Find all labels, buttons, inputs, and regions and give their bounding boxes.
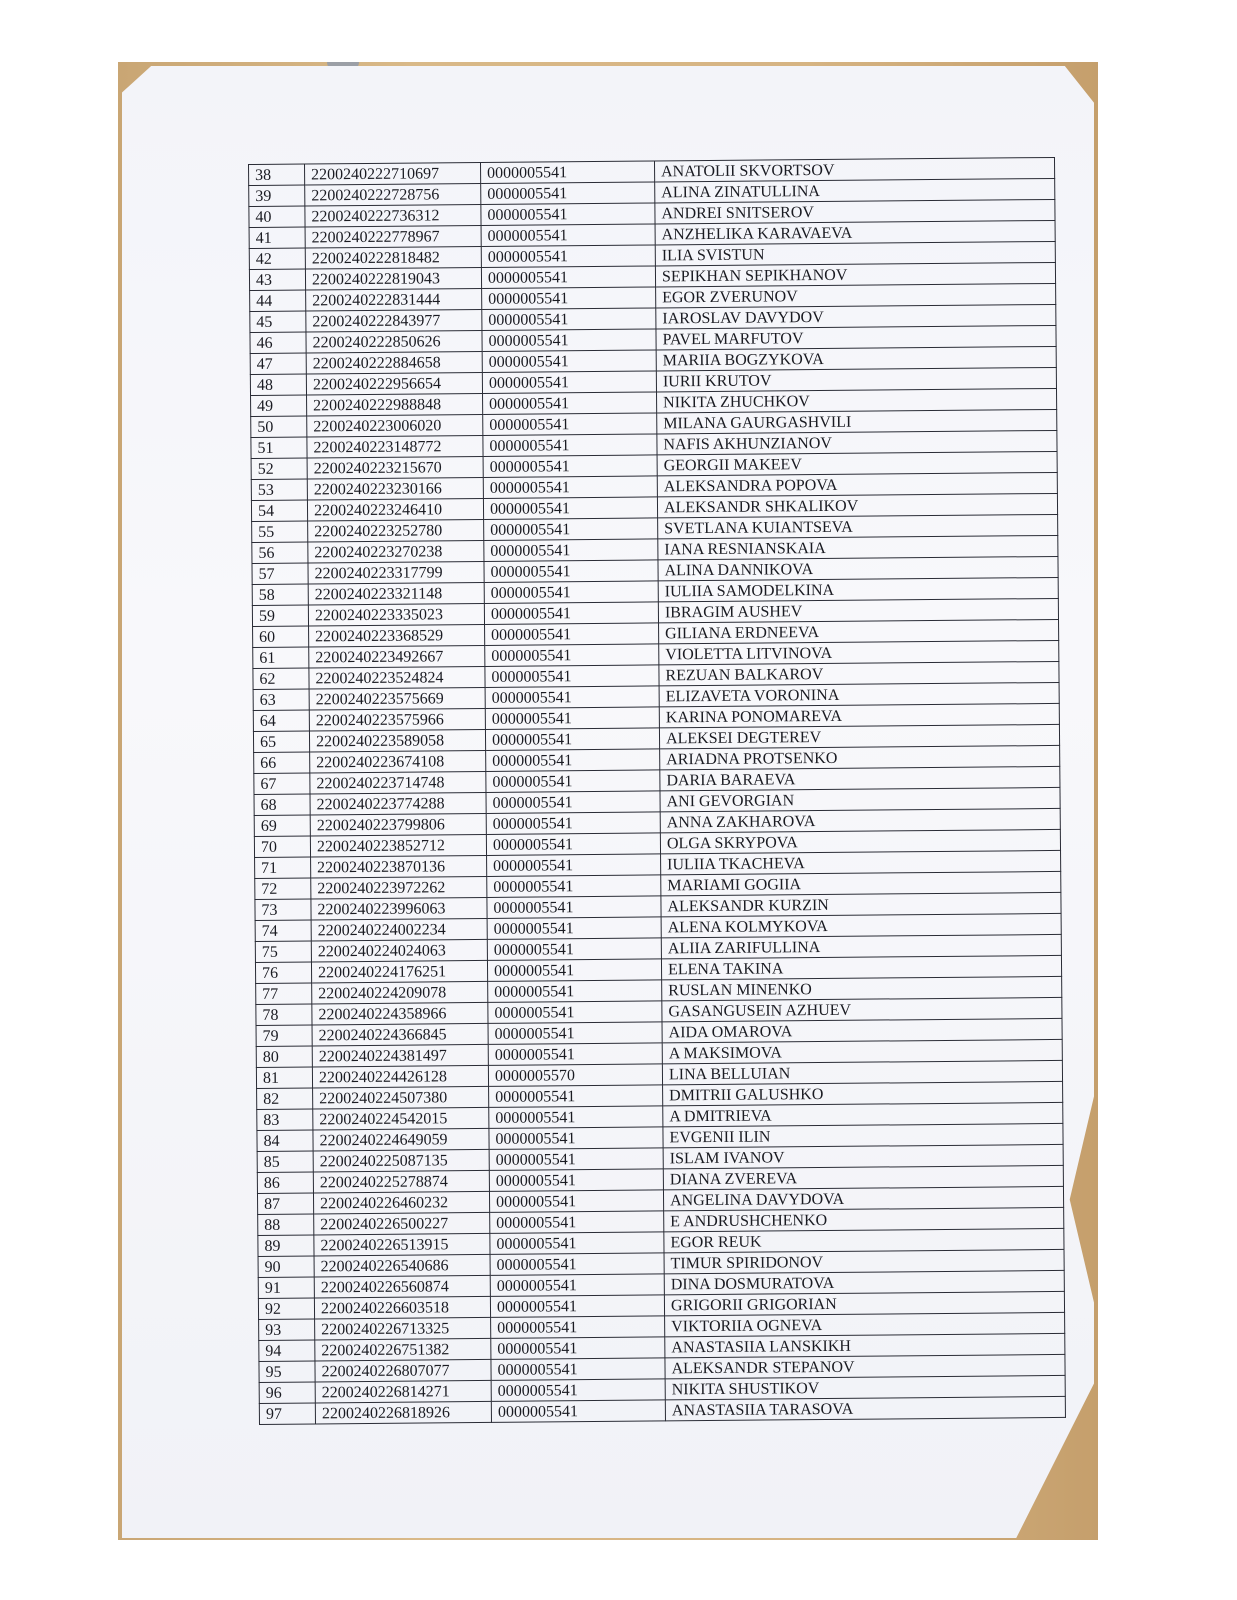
holder-name: IAROSLAV DAVYDOV xyxy=(656,304,1056,328)
holder-name: ILIA SVISTUN xyxy=(655,241,1055,265)
account-id: 2200240223252780 xyxy=(308,519,484,542)
branch-code: 0000005541 xyxy=(487,959,661,982)
row-number: 85 xyxy=(257,1151,313,1172)
account-id: 2200240223799806 xyxy=(310,813,486,836)
branch-code: 0000005541 xyxy=(486,833,660,856)
holder-name: ALINA ZINATULLINA xyxy=(655,178,1055,202)
account-id: 2200240223335023 xyxy=(308,603,484,626)
branch-code: 0000005541 xyxy=(483,434,657,457)
row-number: 41 xyxy=(249,227,305,248)
account-id: 2200240222843977 xyxy=(306,309,482,332)
row-number: 51 xyxy=(251,437,307,458)
row-number: 79 xyxy=(256,1025,312,1046)
branch-code: 0000005541 xyxy=(489,1190,663,1213)
row-number: 38 xyxy=(249,164,305,185)
row-number: 84 xyxy=(257,1130,313,1151)
row-number: 62 xyxy=(253,668,309,689)
row-number: 93 xyxy=(259,1319,315,1340)
holder-name: OLGA SKRYPOVA xyxy=(660,829,1060,853)
branch-code: 0000005541 xyxy=(490,1211,664,1234)
row-number: 91 xyxy=(258,1277,314,1298)
holder-name: GASANGUSEIN AZHUEV xyxy=(662,997,1062,1021)
branch-code: 0000005541 xyxy=(491,1316,665,1339)
row-number: 68 xyxy=(254,794,310,815)
row-number: 49 xyxy=(251,395,307,416)
account-id: 2200240226807077 xyxy=(315,1359,491,1382)
account-id: 2200240224366845 xyxy=(312,1023,488,1046)
row-number: 74 xyxy=(255,920,311,941)
row-number: 47 xyxy=(250,353,306,374)
branch-code: 0000005541 xyxy=(488,1022,662,1045)
branch-code: 0000005541 xyxy=(485,728,659,751)
holder-name: MILANA GAURGASHVILI xyxy=(657,409,1057,433)
branch-code: 0000005541 xyxy=(482,287,656,310)
branch-code: 0000005541 xyxy=(481,266,655,289)
branch-code: 0000005541 xyxy=(484,539,658,562)
holder-name: ANNA ZAKHAROVA xyxy=(660,808,1060,832)
branch-code: 0000005541 xyxy=(483,455,657,478)
account-id: 2200240223575669 xyxy=(309,687,485,710)
row-number: 87 xyxy=(257,1193,313,1214)
account-id: 2200240223246410 xyxy=(307,498,483,521)
holder-name: ELENA TAKINA xyxy=(661,955,1061,979)
row-number: 66 xyxy=(254,752,310,773)
account-id: 2200240222710697 xyxy=(305,162,481,185)
branch-code: 0000005541 xyxy=(485,686,659,709)
branch-code: 0000005541 xyxy=(481,203,655,226)
account-id: 2200240226713325 xyxy=(315,1317,491,1340)
account-id: 2200240223492667 xyxy=(309,645,485,668)
branch-code: 0000005541 xyxy=(490,1295,664,1318)
row-number: 67 xyxy=(254,773,310,794)
branch-code: 0000005541 xyxy=(482,350,656,373)
holder-name: DMITRII GALUSHKO xyxy=(663,1081,1063,1105)
branch-code: 0000005541 xyxy=(483,413,657,436)
holder-name: TIMUR SPIRIDONOV xyxy=(664,1249,1064,1273)
row-number: 57 xyxy=(252,563,308,584)
branch-code: 0000005541 xyxy=(488,1001,662,1024)
account-id: 2200240223972262 xyxy=(311,876,487,899)
branch-code: 0000005541 xyxy=(491,1379,665,1402)
branch-code: 0000005541 xyxy=(481,245,655,268)
holder-name: MARIIA BOGZYKOVA xyxy=(656,346,1056,370)
branch-code: 0000005541 xyxy=(484,518,658,541)
row-number: 61 xyxy=(253,647,309,668)
row-number: 63 xyxy=(253,689,309,710)
row-number: 80 xyxy=(256,1046,312,1067)
holder-name: ALINA DANNIKOVA xyxy=(658,556,1058,580)
row-number: 44 xyxy=(250,290,306,311)
branch-code: 0000005541 xyxy=(489,1085,663,1108)
row-number: 46 xyxy=(250,332,306,353)
holder-name: ANGELINA DAVYDOVA xyxy=(663,1186,1063,1210)
roster-sheet xyxy=(248,157,1065,1423)
branch-code: 0000005541 xyxy=(485,665,659,688)
account-id: 2200240223852712 xyxy=(310,834,486,857)
branch-code: 0000005541 xyxy=(486,791,660,814)
holder-name: ALIIA ZARIFULLINA xyxy=(661,934,1061,958)
holder-name: ALEKSANDR STEPANOV xyxy=(665,1354,1065,1378)
branch-code: 0000005541 xyxy=(485,623,659,646)
holder-name: IULIIA TKACHEVA xyxy=(661,850,1061,874)
row-number: 56 xyxy=(252,542,308,563)
account-id: 2200240224542015 xyxy=(313,1107,489,1130)
branch-code: 0000005541 xyxy=(483,497,657,520)
row-number: 53 xyxy=(251,479,307,500)
holder-name: IURII KRUTOV xyxy=(656,367,1056,391)
branch-code: 0000005541 xyxy=(482,308,656,331)
branch-code: 0000005541 xyxy=(487,896,661,919)
account-id: 2200240222831444 xyxy=(306,288,482,311)
row-number: 76 xyxy=(255,962,311,983)
holder-name: GEORGII MAKEEV xyxy=(657,451,1057,475)
account-id: 2200240223714748 xyxy=(310,771,486,794)
holder-name: ALENA KOLMYKOVA xyxy=(661,913,1061,937)
row-number: 55 xyxy=(252,521,308,542)
account-id: 2200240224381497 xyxy=(312,1044,488,1067)
account-id: 2200240222956654 xyxy=(306,372,482,395)
account-id: 2200240226751382 xyxy=(315,1338,491,1361)
branch-code: 0000005541 xyxy=(491,1400,665,1423)
account-id: 2200240224358966 xyxy=(312,1002,488,1025)
row-number: 77 xyxy=(256,983,312,1004)
branch-code: 0000005541 xyxy=(486,770,660,793)
account-id: 2200240223368529 xyxy=(309,624,485,647)
row-number: 78 xyxy=(256,1004,312,1025)
holder-name: A DMITRIEVA xyxy=(663,1102,1063,1126)
branch-code: 0000005541 xyxy=(487,917,661,940)
holder-name: RUSLAN MINENKO xyxy=(662,976,1062,1000)
holder-name: SEPIKHAN SEPIKHANOV xyxy=(655,262,1055,286)
account-id: 2200240223674108 xyxy=(310,750,486,773)
account-id: 2200240223270238 xyxy=(308,540,484,563)
branch-code: 0000005541 xyxy=(483,392,657,415)
branch-code: 0000005541 xyxy=(485,707,659,730)
row-number: 96 xyxy=(259,1382,315,1403)
account-id: 2200240222728756 xyxy=(305,183,481,206)
account-id: 2200240224002234 xyxy=(311,918,487,941)
holder-name: KARINA PONOMAREVA xyxy=(659,703,1059,727)
branch-code: 0000005541 xyxy=(487,875,661,898)
account-id: 2200240226460232 xyxy=(313,1191,489,1214)
holder-name: ANATOLII SKVORTSOV xyxy=(654,157,1054,181)
row-number: 83 xyxy=(257,1109,313,1130)
holder-name: ALEKSANDR KURZIN xyxy=(661,892,1061,916)
branch-code: 0000005541 xyxy=(483,476,657,499)
branch-code: 0000005541 xyxy=(481,182,655,205)
holder-name: VIOLETTA LITVINOVA xyxy=(659,640,1059,664)
row-number: 72 xyxy=(255,878,311,899)
row-number: 88 xyxy=(258,1214,314,1235)
branch-code: 0000005541 xyxy=(486,812,660,835)
holder-name: VIKTORIIA OGNEVA xyxy=(665,1312,1065,1336)
row-number: 89 xyxy=(258,1235,314,1256)
account-id: 2200240222884658 xyxy=(306,351,482,374)
row-number: 45 xyxy=(250,311,306,332)
holder-name: GRIGORII GRIGORIAN xyxy=(664,1291,1064,1315)
holder-name: ANDREI SNITSEROV xyxy=(655,199,1055,223)
account-id: 2200240222736312 xyxy=(305,204,481,227)
account-id: 2200240222818482 xyxy=(305,246,481,269)
branch-code: 0000005541 xyxy=(485,644,659,667)
row-number: 65 xyxy=(253,731,309,752)
branch-code: 0000005541 xyxy=(482,371,656,394)
holder-name: E ANDRUSHCHENKO xyxy=(664,1207,1064,1231)
account-id: 2200240223148772 xyxy=(307,435,483,458)
holder-name: NIKITA ZHUCHKOV xyxy=(657,388,1057,412)
branch-code: 0000005541 xyxy=(490,1253,664,1276)
row-number: 64 xyxy=(253,710,309,731)
branch-code: 0000005541 xyxy=(490,1274,664,1297)
account-id: 2200240223524824 xyxy=(309,666,485,689)
row-number: 40 xyxy=(249,206,305,227)
holder-name: ELIZAVETA VORONINA xyxy=(659,682,1059,706)
holder-name: EVGENII ILIN xyxy=(663,1123,1063,1147)
branch-code: 0000005541 xyxy=(489,1169,663,1192)
row-number: 90 xyxy=(258,1256,314,1277)
holder-name: SVETLANA KUIANTSEVA xyxy=(658,514,1058,538)
holder-name: DARIA BARAEVA xyxy=(660,766,1060,790)
branch-code: 0000005541 xyxy=(487,938,661,961)
holder-name: IBRAGIM AUSHEV xyxy=(658,598,1058,622)
account-id: 2200240222819043 xyxy=(305,267,481,290)
branch-code: 0000005570 xyxy=(488,1064,662,1087)
account-id: 2200240226603518 xyxy=(314,1296,490,1319)
row-number: 60 xyxy=(253,626,309,647)
branch-code: 0000005541 xyxy=(480,161,654,184)
account-id: 2200240226814271 xyxy=(315,1380,491,1403)
account-id: 2200240226513915 xyxy=(314,1233,490,1256)
account-id: 2200240223589058 xyxy=(309,729,485,752)
account-id: 2200240225278874 xyxy=(313,1170,489,1193)
branch-code: 0000005541 xyxy=(484,560,658,583)
row-number: 39 xyxy=(249,185,305,206)
holder-name: GILIANA ERDNEEVA xyxy=(659,619,1059,643)
holder-name: REZUAN BALKAROV xyxy=(659,661,1059,685)
holder-name: ALEKSANDR SHKALIKOV xyxy=(657,493,1057,517)
holder-name: ANASTASIIA LANSKIKH xyxy=(665,1333,1065,1357)
holder-name: ANZHELIKA KARAVAEVA xyxy=(655,220,1055,244)
account-id: 2200240224176251 xyxy=(311,960,487,983)
row-number: 94 xyxy=(259,1340,315,1361)
account-id: 2200240223774288 xyxy=(310,792,486,815)
account-id: 2200240224209078 xyxy=(312,981,488,1004)
holder-name: DIANA ZVEREVA xyxy=(663,1165,1063,1189)
branch-code: 0000005541 xyxy=(488,1043,662,1066)
holder-name: AIDA OMAROVA xyxy=(662,1018,1062,1042)
branch-code: 0000005541 xyxy=(489,1106,663,1129)
row-number: 97 xyxy=(259,1403,315,1424)
holder-name: ALEKSANDRA POPOVA xyxy=(657,472,1057,496)
account-id: 2200240223996063 xyxy=(311,897,487,920)
branch-code: 0000005541 xyxy=(484,602,658,625)
branch-code: 0000005541 xyxy=(489,1148,663,1171)
branch-code: 0000005541 xyxy=(484,581,658,604)
holder-name: A MAKSIMOVA xyxy=(662,1039,1062,1063)
account-id: 2200240222850626 xyxy=(306,330,482,353)
row-number: 81 xyxy=(256,1067,312,1088)
branch-code: 0000005541 xyxy=(490,1232,664,1255)
roster-table xyxy=(248,157,1066,1425)
account-id: 2200240224507380 xyxy=(313,1086,489,1109)
holder-name: DINA DOSMURATOVA xyxy=(664,1270,1064,1294)
row-number: 52 xyxy=(251,458,307,479)
holder-name: NAFIS AKHUNZIANOV xyxy=(657,430,1057,454)
holder-name: IULIIA SAMODELKINA xyxy=(658,577,1058,601)
row-number: 54 xyxy=(251,500,307,521)
row-number: 58 xyxy=(252,584,308,605)
branch-code: 0000005541 xyxy=(482,329,656,352)
row-number: 48 xyxy=(250,374,306,395)
holder-name: ANI GEVORGIAN xyxy=(660,787,1060,811)
account-id: 2200240226818926 xyxy=(315,1401,491,1424)
account-id: 2200240224024063 xyxy=(311,939,487,962)
account-id: 2200240223230166 xyxy=(307,477,483,500)
account-id: 2200240223870136 xyxy=(311,855,487,878)
row-number: 70 xyxy=(254,836,310,857)
account-id: 2200240223215670 xyxy=(307,456,483,479)
account-id: 2200240223321148 xyxy=(308,582,484,605)
branch-code: 0000005541 xyxy=(488,980,662,1003)
row-number: 71 xyxy=(255,857,311,878)
account-id: 2200240223006020 xyxy=(307,414,483,437)
branch-code: 0000005541 xyxy=(486,749,660,772)
account-id: 2200240224426128 xyxy=(312,1065,488,1088)
roster-body xyxy=(249,157,1066,1424)
row-number: 73 xyxy=(255,899,311,920)
holder-name: ARIADNA PROTSENKO xyxy=(660,745,1060,769)
account-id: 2200240225087135 xyxy=(313,1149,489,1172)
account-id: 2200240226560874 xyxy=(314,1275,490,1298)
branch-code: 0000005541 xyxy=(491,1337,665,1360)
row-number: 75 xyxy=(255,941,311,962)
holder-name: NIKITA SHUSTIKOV xyxy=(665,1375,1065,1399)
account-id: 2200240226500227 xyxy=(314,1212,490,1235)
branch-code: 0000005541 xyxy=(491,1358,665,1381)
row-number: 92 xyxy=(258,1298,314,1319)
branch-code: 0000005541 xyxy=(487,854,661,877)
holder-name: EGOR REUK xyxy=(664,1228,1064,1252)
row-number: 69 xyxy=(254,815,310,836)
holder-name: ALEKSEI DEGTEREV xyxy=(659,724,1059,748)
holder-name: IANA RESNIANSKAIA xyxy=(658,535,1058,559)
row-number: 59 xyxy=(252,605,308,626)
branch-code: 0000005541 xyxy=(489,1127,663,1150)
holder-name: LINA BELLUIAN xyxy=(662,1060,1062,1084)
row-number: 95 xyxy=(259,1361,315,1382)
holder-name: PAVEL MARFUTOV xyxy=(656,325,1056,349)
account-id: 2200240222778967 xyxy=(305,225,481,248)
account-id: 2200240223317799 xyxy=(308,561,484,584)
account-id: 2200240222988848 xyxy=(307,393,483,416)
row-number: 43 xyxy=(249,269,305,290)
row-number: 86 xyxy=(257,1172,313,1193)
account-id: 2200240223575966 xyxy=(309,708,485,731)
holder-name: ANASTASIIA TARASOVA xyxy=(665,1396,1065,1420)
row-number: 42 xyxy=(249,248,305,269)
holder-name: ISLAM IVANOV xyxy=(663,1144,1063,1168)
row-number: 50 xyxy=(251,416,307,437)
account-id: 2200240224649059 xyxy=(313,1128,489,1151)
branch-code: 0000005541 xyxy=(481,224,655,247)
account-id: 2200240226540686 xyxy=(314,1254,490,1277)
holder-name: EGOR ZVERUNOV xyxy=(656,283,1056,307)
holder-name: MARIAMI GOGIIA xyxy=(661,871,1061,895)
row-number: 82 xyxy=(257,1088,313,1109)
